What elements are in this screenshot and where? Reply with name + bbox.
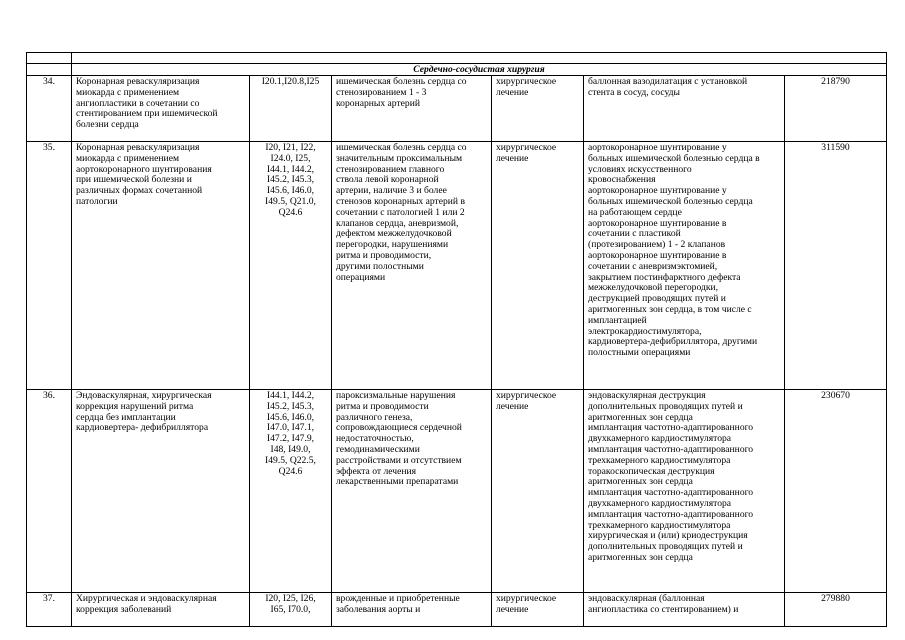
treatment-method-line: аритмогенных зон сердца, в том числе с: [588, 303, 752, 315]
icd-codes-line: Q24.6: [278, 206, 303, 218]
price-cell: [785, 593, 887, 627]
table-row: [27, 142, 887, 390]
procedure-name-line: Хирургическая и эндоваскулярная: [76, 593, 217, 604]
price: 279880: [821, 593, 850, 604]
icd-codes-line: I47.0, I47.1,: [266, 422, 315, 434]
procedure-name-line: при ишемической болезни и: [76, 174, 192, 186]
procedures-table: [26, 52, 887, 627]
treatment-type-line: хирургическое: [496, 142, 557, 153]
procedure-name-line: различных формах сочетанной: [76, 185, 203, 197]
treatment-method-line: эндоваскулярная (баллонная: [588, 593, 705, 604]
row-number-cell: [27, 390, 72, 593]
disease-model-line: лекарственными препаратами: [336, 476, 459, 488]
treatment-method-line: двухкамерного кардиостимулятора: [588, 433, 732, 445]
icd-codes-cell: [250, 593, 332, 627]
treatment-method-line: аритмогенных зон сердца: [588, 476, 693, 488]
treatment-method-line: аритмогенных зон сердца: [588, 551, 693, 563]
icd-codes-line: I44.1, I44.2,: [266, 163, 315, 175]
treatment-method-line: эндоваскулярная деструкция: [588, 390, 706, 401]
treatment-method-line: имплантация частотно-адаптированного: [588, 487, 754, 499]
price-cell: [785, 76, 887, 142]
disease-model-line: ишемическая болезнь сердца со: [336, 142, 467, 153]
icd-codes-line: I49.5, Q21.0,: [265, 195, 316, 207]
procedure-name-line: Коронарная реваскуляризация: [76, 142, 200, 153]
disease-model-line: пароксизмальные нарушения: [336, 390, 456, 401]
blank-cell: [27, 53, 72, 64]
treatment-method-cell: [584, 390, 785, 593]
treatment-type-cell: [492, 76, 584, 142]
treatment-type-line: хирургическое: [496, 390, 557, 401]
icd-codes-line: I24.0, I25,: [270, 152, 311, 164]
blank-row: [27, 53, 887, 64]
treatment-method-line: дополнительных проводящих путей и: [588, 400, 743, 412]
procedure-name-cell: [72, 142, 250, 390]
disease-model-line: ствола левой коронарной: [336, 174, 439, 186]
treatment-method-line: (протезированием) 1 - 2 клапанов: [588, 239, 726, 251]
procedure-name-line: миокарда с применением: [76, 152, 180, 164]
treatment-method-line: трехкамерного кардиостимулятора: [588, 519, 731, 531]
price-cell: [785, 142, 887, 390]
icd-codes-line: I20.1,I20.8,I25: [261, 76, 320, 87]
disease-model-line: сопровождающиеся сердечной: [336, 422, 462, 434]
treatment-method-line: деструкцией проводящих путей и: [588, 293, 726, 305]
disease-model-line: ритма и проводимости: [336, 400, 429, 412]
treatment-method-line: сочетании с пластикой: [588, 228, 681, 240]
disease-model-cell: [332, 390, 492, 593]
disease-model-line: дефектом межжелудочковой: [336, 228, 452, 240]
icd-codes-line: I65, I70.0,: [270, 603, 311, 615]
row-number: 35.: [43, 142, 55, 153]
treatment-method-line: условиях искусственного: [588, 163, 692, 175]
disease-model-line: артерии, наличие 3 и более: [336, 185, 447, 197]
procedure-name-line: стентированием при ишемической: [76, 108, 218, 120]
treatment-method-line: сочетании с аневризмэктомией,: [588, 260, 718, 272]
disease-model-line: гемодинамическими: [336, 443, 420, 455]
row-number-cell: [27, 142, 72, 390]
treatment-method-line: хирургическая и (или) криодеструкция: [588, 530, 748, 542]
row-number: 34.: [43, 76, 55, 87]
icd-codes-line: I45.6, I46.0,: [266, 185, 315, 197]
row-number: 37.: [43, 593, 55, 604]
treatment-type-line: лечение: [496, 86, 529, 98]
treatment-method-line: имплантация частотно-адаптированного: [588, 443, 754, 455]
disease-model-cell: [332, 593, 492, 627]
table-row: [27, 593, 887, 627]
disease-model-line: врожденные и приобретенные: [336, 593, 460, 604]
treatment-method-line: аортокоронарное шунтирование у: [588, 185, 727, 197]
price: 230670: [821, 390, 850, 401]
treatment-method-line: дополнительных проводящих путей и: [588, 541, 743, 553]
disease-model-line: клапанов сердца, аневризмой,: [336, 217, 459, 229]
icd-codes-line: I49.5, Q22.5,: [265, 454, 316, 466]
disease-model-line: стенозированием главного: [336, 163, 445, 175]
icd-codes-line: I20, I25, I26,: [265, 593, 316, 604]
blank-cell: [72, 53, 887, 64]
treatment-method-line: электрокардиостимулятора,: [588, 325, 702, 337]
disease-model-line: заболевания аорты и: [336, 603, 421, 615]
icd-codes-line: I48, I49.0,: [270, 443, 311, 455]
treatment-method-cell: [584, 142, 785, 390]
row-number: 36.: [43, 390, 55, 401]
treatment-method-line: торакоскопическая деструкция: [588, 465, 715, 477]
treatment-method-line: полостными операциями: [588, 347, 691, 359]
procedure-name-cell: [72, 390, 250, 593]
section-row: [27, 64, 887, 76]
disease-model-line: значительным проксимальным: [336, 152, 463, 164]
treatment-method-line: имплантацией: [588, 314, 647, 326]
disease-model-line: различного генеза,: [336, 411, 413, 423]
treatment-type-line: хирургическое: [496, 593, 557, 604]
icd-codes-cell: [250, 390, 332, 593]
procedure-name-line: болезни сердца: [76, 119, 139, 131]
treatment-method-line: закрытием постинфарктного дефекта: [588, 271, 741, 283]
procedure-name-line: сердца без имплантации: [76, 411, 176, 423]
procedure-name-line: патологии: [76, 195, 118, 207]
treatment-method-line: больных ишемической болезнью сердца в: [588, 152, 760, 164]
treatment-method-line: аортокоронарное шунтирование в: [588, 249, 727, 261]
procedure-name-line: ангиопластики в сочетании со: [76, 97, 200, 109]
treatment-method-line: аортокоронарное шунтирование у: [588, 142, 727, 153]
disease-model-line: ишемическая болезнь сердца со: [336, 76, 467, 87]
icd-codes-cell: [250, 142, 332, 390]
treatment-method-line: кардиовертера-дефибриллятора, другими: [588, 336, 758, 348]
treatment-type-cell: [492, 142, 584, 390]
row-number-cell: [27, 76, 72, 142]
disease-model-line: ритма и проводимости,: [336, 249, 432, 261]
treatment-method-line: имплантация частотно-адаптированного: [588, 508, 754, 520]
price-cell: [785, 390, 887, 593]
procedure-name-line: Эндоваскулярная, хирургическая: [76, 390, 212, 401]
icd-codes-line: I45.2, I45.3,: [266, 400, 315, 412]
icd-codes-line: I47.2, I47.9,: [266, 433, 315, 445]
disease-model-line: другими полостными: [336, 260, 424, 272]
procedure-name-line: кардиовертера- дефибриллятора: [76, 422, 209, 434]
treatment-method-line: имплантация частотно-адаптированного: [588, 422, 754, 434]
disease-model-line: сочетании с патологией 1 или 2: [336, 206, 465, 218]
icd-codes-line: I44.1, I44.2,: [266, 390, 315, 401]
disease-model-line: стенозов коронарных артерий в: [336, 195, 465, 207]
blank-cell: [27, 64, 72, 76]
treatment-type-line: хирургическое: [496, 76, 557, 87]
disease-model-line: эффекта от лечения: [336, 465, 417, 477]
procedure-name-line: коррекция нарушений ритма: [76, 400, 194, 412]
treatment-method-line: аортокоронарное шунтирование в: [588, 217, 727, 229]
price: 218790: [821, 76, 850, 87]
treatment-method-line: трехкамерного кардиостимулятора: [588, 454, 731, 466]
treatment-type-cell: [492, 593, 584, 627]
disease-model-cell: [332, 76, 492, 142]
disease-model-line: операциями: [336, 271, 386, 283]
treatment-method-line: баллонная вазодилатация с установкой: [588, 76, 748, 87]
procedure-name-line: Коронарная реваскуляризация: [76, 76, 200, 87]
procedure-name-cell: [72, 76, 250, 142]
treatment-method-line: на работающем сердце: [588, 206, 682, 218]
icd-codes-line: I45.2, I45.3,: [266, 174, 315, 186]
disease-model-line: стенозированием 1 - 3: [336, 86, 427, 98]
disease-model-line: перегородки, нарушениями: [336, 239, 449, 251]
treatment-method-line: стента в сосуд, сосуды: [588, 86, 680, 98]
row-number-cell: [27, 593, 72, 627]
treatment-method-line: аритмогенных зон сердца: [588, 411, 693, 423]
disease-model-line: коронарных артерий: [336, 97, 420, 109]
procedure-name-line: аортокоронарного шунтирования: [76, 163, 212, 175]
treatment-method-cell: [584, 593, 785, 627]
icd-codes-cell: [250, 76, 332, 142]
table-row: [27, 76, 887, 142]
treatment-method-cell: [584, 76, 785, 142]
treatment-method-line: двухкамерного кардиостимулятора: [588, 497, 732, 509]
treatment-method-line: больных ишемической болезнью сердца: [588, 195, 753, 207]
section-title: Сердечно-сосудистая хирургия: [72, 64, 887, 76]
price: 311590: [821, 142, 850, 153]
disease-model-cell: [332, 142, 492, 390]
procedure-name-cell: [72, 593, 250, 627]
treatment-method-line: ангиопластика со стентированием) и: [588, 603, 739, 615]
disease-model-line: расстройствами и отсутствием: [336, 454, 462, 466]
treatment-type-cell: [492, 390, 584, 593]
treatment-method-line: межжелудочковой перегородки,: [588, 282, 719, 294]
treatment-type-line: лечение: [496, 400, 529, 412]
treatment-type-line: лечение: [496, 603, 529, 615]
procedure-name-line: коррекция заболеваний: [76, 603, 172, 615]
icd-codes-line: I45.6, I46.0,: [266, 411, 315, 423]
table-row: [27, 390, 887, 593]
icd-codes-line: Q24.6: [278, 465, 303, 477]
disease-model-line: недостаточностью,: [336, 433, 414, 445]
icd-codes-line: I20, I21, I22,: [265, 142, 316, 153]
treatment-method-line: кровоснабжения: [588, 174, 656, 186]
treatment-type-line: лечение: [496, 152, 529, 164]
procedure-name-line: миокарда с применением: [76, 86, 180, 98]
